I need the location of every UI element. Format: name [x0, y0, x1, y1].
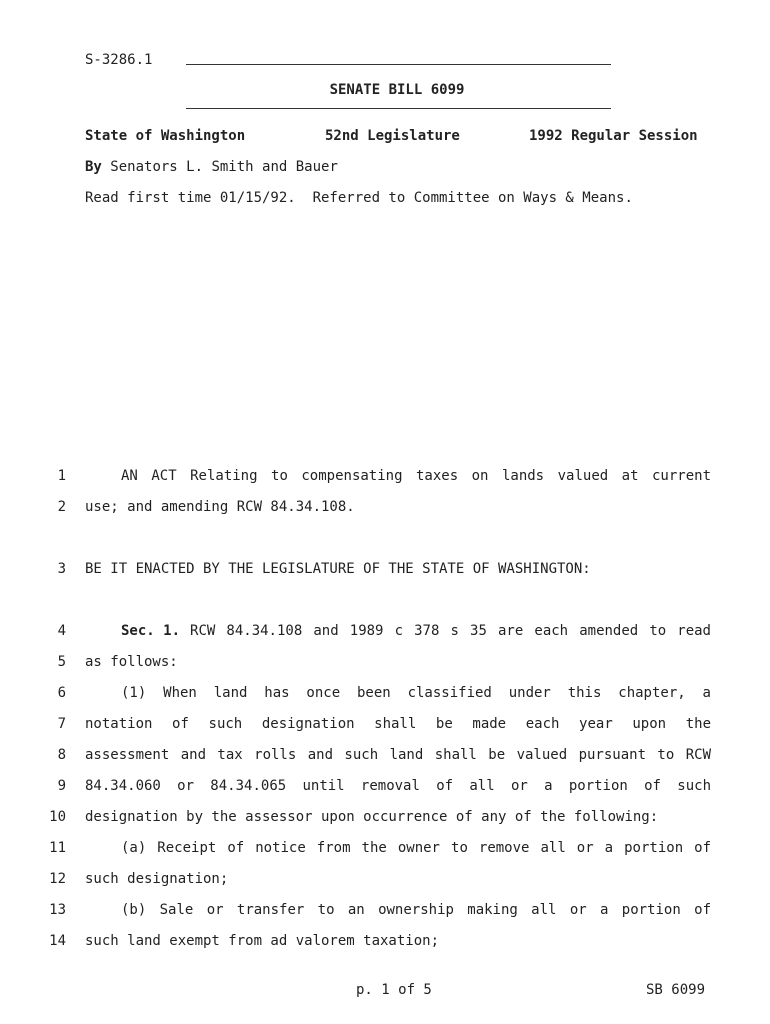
- by-label: By: [85, 159, 102, 175]
- line-number: 5: [57, 654, 66, 670]
- line-number: 3: [57, 561, 66, 577]
- sponsors-line: [85, 157, 338, 177]
- line-number: 7: [57, 716, 66, 732]
- body-line: (1) When land has once been classified under this chapter, a: [121, 685, 711, 701]
- body-line: (a) Receipt of notice from the owner to remove all or a portion of: [121, 840, 711, 856]
- line-number: 1: [57, 468, 66, 484]
- body-line: as follows:: [85, 654, 178, 670]
- enacting-clause: BE IT ENACTED BY THE LEGISLATURE OF THE STATE OF WASHINGTON:: [85, 561, 591, 577]
- sponsors: Senators L. Smith and Bauer: [110, 159, 338, 175]
- body-line: AN ACT Relating to compensating taxes on lands valued at current: [121, 468, 711, 484]
- line-number: 4: [57, 623, 66, 639]
- line-number: 10: [49, 809, 66, 825]
- page-number: p. 1 of 5: [356, 982, 432, 998]
- state-name: State of Washington: [85, 128, 246, 144]
- line-number: 6: [57, 685, 66, 701]
- section-label: Sec. 1.: [121, 623, 181, 639]
- line-number: 2: [57, 499, 66, 515]
- header-rule-top: [186, 64, 611, 65]
- line-number: 11: [49, 840, 66, 856]
- body-line: 84.34.060 or 84.34.065 until removal of all or a portion of such: [85, 778, 711, 794]
- body-line: (b) Sale or transfer to an ownership making all or a portion of: [121, 902, 711, 918]
- line-number: 14: [49, 933, 66, 949]
- header-rule-bottom: [186, 108, 611, 109]
- body-line: assessment and tax rolls and such land shall be valued pursuant to RCW: [85, 747, 711, 763]
- session-name: 1992 Regular Session: [529, 128, 698, 144]
- body-line: RCW 84.34.108 and 1989 c 378 s 35 are each amended to read: [190, 623, 711, 639]
- read-info: Read first time 01/15/92. Referred to Committee on Ways & Means.: [85, 190, 633, 206]
- line-number: 12: [49, 871, 66, 887]
- bill-title: SENATE BILL 6099: [329, 82, 465, 98]
- document-code: S-3286.1: [85, 52, 153, 68]
- section-heading-line: [85, 621, 711, 641]
- legislature-name: 52nd Legislature: [325, 128, 460, 144]
- body-line: such designation;: [85, 871, 229, 887]
- bill-reference: SB 6099: [646, 982, 706, 998]
- line-number: 9: [57, 778, 66, 794]
- body-line: such land exempt from ad valorem taxation;: [85, 933, 440, 949]
- line-number: 13: [49, 902, 66, 918]
- body-line: notation of such designation shall be made each year upon the: [85, 716, 711, 732]
- body-line: designation by the assessor upon occurrence of any of the following:: [85, 809, 659, 825]
- line-number: 8: [57, 747, 66, 763]
- body-line: use; and amending RCW 84.34.108.: [85, 499, 355, 515]
